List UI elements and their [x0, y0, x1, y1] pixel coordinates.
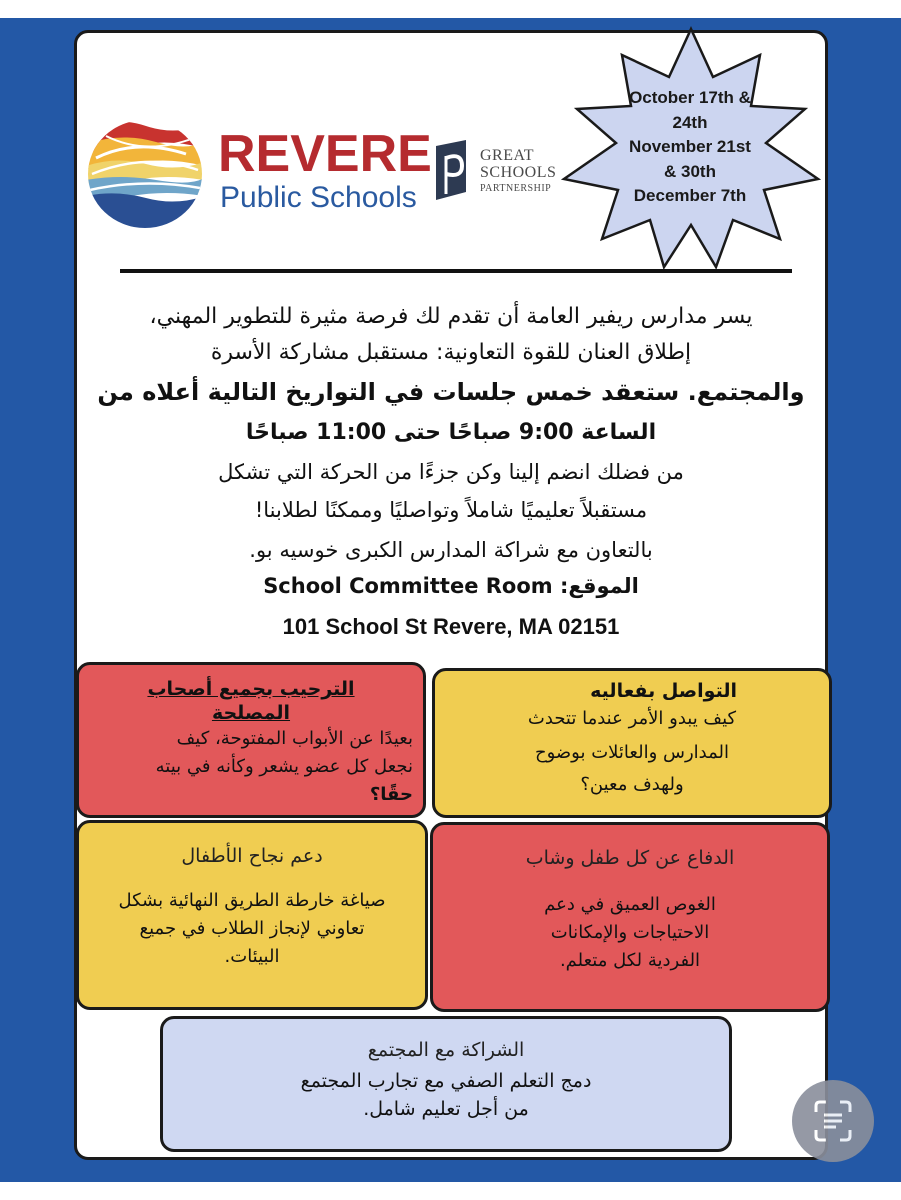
child-success-box	[76, 820, 428, 1010]
text-scan-button[interactable]	[792, 1080, 874, 1162]
welcome-box	[76, 662, 426, 818]
date-line-1: October 17th &	[629, 88, 751, 107]
partner-line-1: GREAT	[480, 147, 535, 164]
date-line-3: November 21st	[629, 137, 751, 156]
communication-text-1: كيف يبدو الأمر عندما تتحدث	[527, 708, 737, 729]
partnership-text-1: دمج التعلم الصفي مع تجارب المجتمع	[300, 1070, 592, 1092]
communication-text-2: المدارس والعائلات بوضوح	[534, 742, 729, 763]
partner-line-2: SCHOOLS	[480, 164, 557, 181]
advocacy-box	[430, 822, 830, 1012]
communication-text-3: ولهدف معين؟	[580, 774, 684, 795]
intro-line-4: الساعة 9:00 صباحًا حتى 11:00 صباحًا	[245, 420, 657, 445]
welcome-text-1: بعيدًا عن الأبواب المفتوحة، كيف	[176, 728, 413, 749]
partnership-box	[160, 1016, 732, 1152]
advocacy-text-2: الاحتياجات والإمكانات	[550, 922, 710, 943]
child-success-text-1: صياغة خارطة الطريق النهائية بشكل	[118, 890, 386, 911]
intro-line-3: والمجتمع. ستعقد خمس جلسات في التواريخ التالية أعلاه من	[97, 378, 805, 406]
child-success-text-3: البيئات.	[224, 946, 280, 967]
date-line-2: 24th	[672, 112, 708, 132]
welcome-title-2: المصلحة	[211, 702, 291, 724]
partnership-title: الشراكة مع المجتمع	[367, 1039, 525, 1061]
brand-subtitle: Public Schools	[220, 181, 417, 214]
session-dates	[600, 86, 780, 209]
advocacy-text-1: الغوص العميق في دعم	[544, 894, 716, 915]
intro-line-5: من فضلك انضم إلينا وكن جزءًا من الحركة التي تشكل	[218, 460, 684, 484]
advocacy-text-3: الفردية لكل متعلم.	[559, 950, 701, 971]
communication-title: التواصل بفعاليه	[590, 680, 737, 702]
intro-line-1: يسر مدارس ريفير العامة أن تقدم لك فرصة مثيرة للتطوير المهني،	[149, 304, 753, 329]
advocacy-title: الدفاع عن كل طفل وشاب	[525, 847, 735, 869]
date-line-5: December 7th	[633, 186, 747, 205]
intro-line-2: إطلاق العنان للقوة التعاونية: مستقبل مشاركة الأسرة	[210, 340, 692, 365]
gsp-logo	[432, 138, 476, 204]
intro-line-7: بالتعاون مع شراكة المدارس الكبرى خوسيه بو.	[249, 538, 653, 562]
partner-line-3: PARTNERSHIP	[480, 183, 552, 194]
communication-box	[432, 668, 832, 818]
brand-name: REVERE	[218, 125, 432, 183]
intro-line-6: مستقبلاً تعليميًا شاملاً وتواصليًا وممكنًا لطلابنا!	[254, 498, 648, 522]
welcome-text-2: نجعل كل عضو يشعر وكأنه في بيته	[155, 756, 413, 777]
address: 101 School St Revere, MA 02151	[282, 614, 620, 639]
date-line-4: & 30th	[664, 161, 716, 181]
revere-wave-logo	[86, 118, 204, 230]
text-scan-icon	[792, 1080, 874, 1162]
child-success-text-2: تعاوني لإنجاز الطلاب في جميع	[139, 918, 365, 939]
welcome-title-1: الترحيب بجميع أصحاب	[147, 678, 355, 700]
header-divider	[120, 269, 792, 273]
location-label: الموقع: School Committee Room	[263, 574, 639, 598]
partnership-text-2: من أجل تعليم شامل.	[363, 1098, 529, 1120]
welcome-text-3: حقًا؟	[369, 784, 413, 805]
child-success-title: دعم نجاح الأطفال	[181, 845, 323, 867]
